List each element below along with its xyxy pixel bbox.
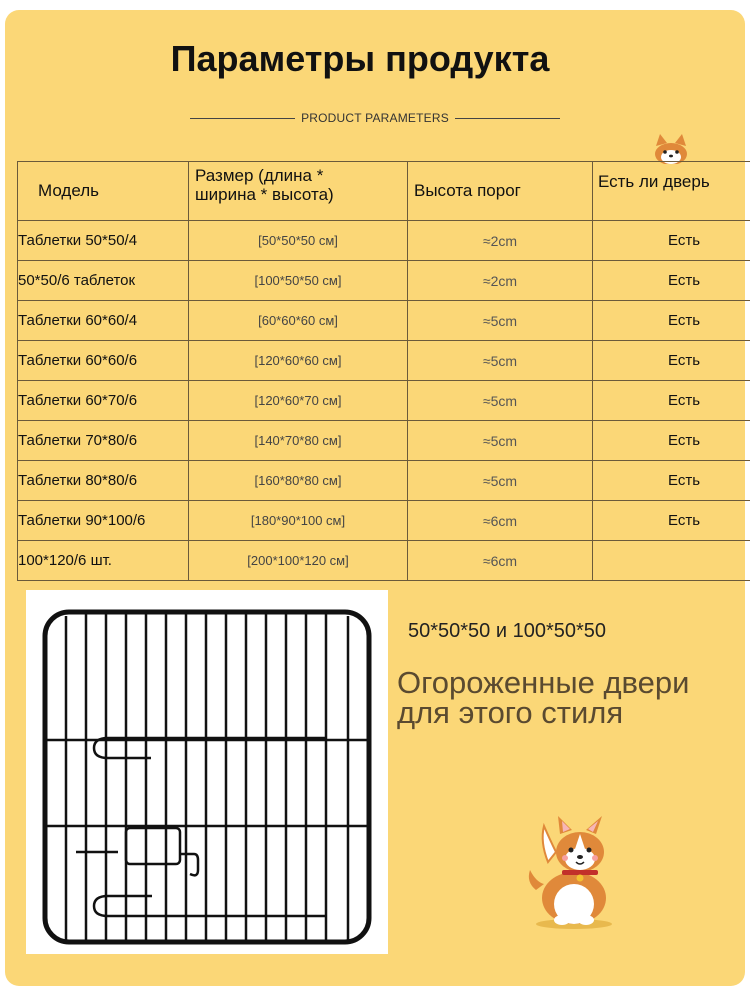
table-row [18, 221, 750, 261]
header-size-line1: Размер (длина * [195, 166, 324, 185]
subtitle-divider-right [455, 118, 560, 119]
cell-model: Таблетки 50*50/4 [18, 221, 189, 261]
cell-height: ≈2cm [408, 221, 593, 261]
cell-height: ≈5cm [408, 381, 593, 421]
header-model: Модель [18, 162, 189, 221]
table-row [18, 301, 750, 341]
cell-height: ≈6cm [408, 541, 593, 581]
cell-model: Таблетки 60*70/6 [18, 381, 189, 421]
dimensions-caption: 50*50*50 и 100*50*50 [408, 620, 607, 642]
table-row [18, 341, 750, 381]
page-subtitle [190, 108, 560, 128]
cage-panel-image [26, 590, 388, 954]
cell-model: Таблетки 60*60/6 [18, 341, 189, 381]
cell-size: [60*60*60 см] [189, 301, 408, 341]
cell-model: Таблетки 60*60/4 [18, 301, 189, 341]
cell-door: Есть [593, 461, 750, 501]
cell-size: [200*100*120 см] [189, 541, 408, 581]
header-height: Высота порог [408, 162, 593, 221]
cell-model: Таблетки 70*80/6 [18, 421, 189, 461]
cell-door: Есть [593, 301, 750, 341]
corgi-peek-icon [650, 134, 692, 164]
header-size [189, 162, 408, 221]
header-door: Есть ли дверь [593, 162, 750, 221]
cell-door: Есть [593, 501, 750, 541]
cell-door: Есть [593, 221, 750, 261]
cell-model: Таблетки 90*100/6 [18, 501, 189, 541]
cell-size: [120*60*60 см] [189, 341, 408, 381]
subtitle-text: PRODUCT PARAMETERS [301, 111, 449, 125]
cell-height: ≈5cm [408, 421, 593, 461]
header-size-line2: ширина * высота) [195, 185, 334, 204]
cell-door: Есть [593, 341, 750, 381]
cell-size: [100*50*50 см] [189, 261, 408, 301]
cell-height: ≈5cm [408, 341, 593, 381]
cell-door: Есть [593, 421, 750, 461]
parameters-table [17, 161, 750, 581]
subtitle-divider-left [190, 118, 295, 119]
cell-height: ≈5cm [408, 461, 593, 501]
cell-model: Таблетки 80*80/6 [18, 461, 189, 501]
cell-model: 50*50/6 таблеток [18, 261, 189, 301]
cell-height: ≈2cm [408, 261, 593, 301]
table-row [18, 461, 750, 501]
cell-size: [50*50*50 см] [189, 221, 408, 261]
table-row [18, 421, 750, 461]
waving-corgi-icon [522, 812, 626, 930]
feature-description: Огороженные двери для этого стиля [397, 665, 690, 730]
table-row [18, 501, 750, 541]
table-row [18, 381, 750, 421]
table-row [18, 261, 750, 301]
cell-size: [160*80*80 см] [189, 461, 408, 501]
cell-model: 100*120/6 шт. [18, 541, 189, 581]
table-header-row [18, 162, 750, 221]
cell-door [593, 541, 750, 581]
table-row [18, 541, 750, 581]
cell-size: [120*60*70 см] [189, 381, 408, 421]
cell-door: Есть [593, 381, 750, 421]
cell-size: [140*70*80 см] [189, 421, 408, 461]
door-panel-photo [26, 590, 388, 954]
cell-size: [180*90*100 см] [189, 501, 408, 541]
cell-door: Есть [593, 261, 750, 301]
cell-height: ≈6cm [408, 501, 593, 541]
page-title: Параметры продукта [170, 38, 550, 79]
cell-height: ≈5cm [408, 301, 593, 341]
